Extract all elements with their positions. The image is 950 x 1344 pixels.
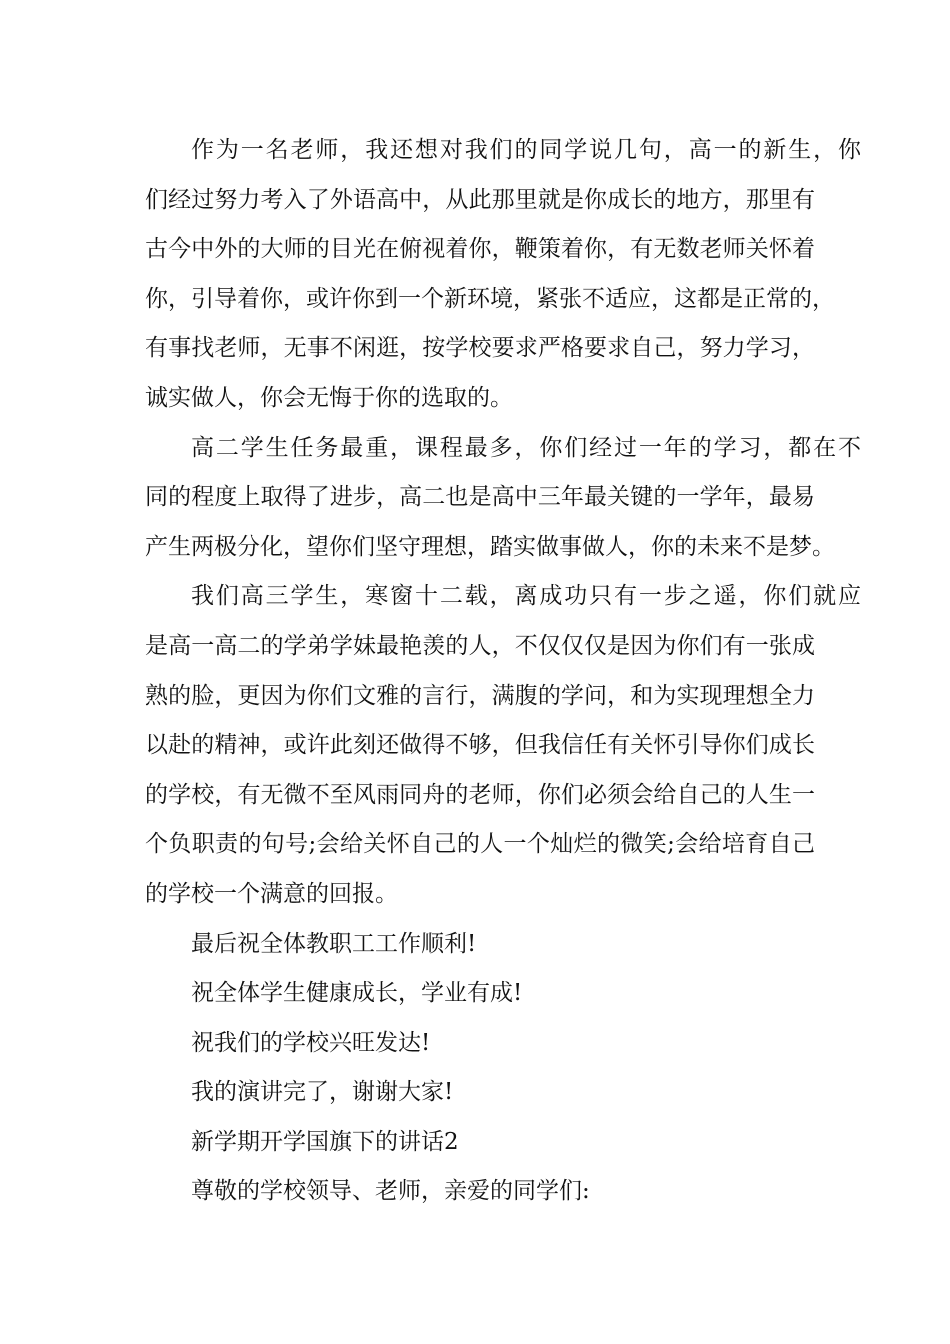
paragraph-line: 高二学生任务最重，课程最多，你们经过一年的学习，都在不 (191, 434, 861, 461)
paragraph-line: 同的程度上取得了进步，高二也是高中三年最关键的一学年，最易 (145, 484, 815, 511)
section-title: 新学期开学国旗下的讲话2 (191, 1128, 459, 1155)
paragraph-line: 的学校一个满意的回报。 (145, 880, 398, 907)
paragraph-line: 们经过努力考入了外语高中，从此那里就是你成长的地方，那里有 (145, 186, 815, 213)
paragraph-line: 以赴的精神，或许此刻还做得不够，但我信任有关怀引导你们成长 (145, 732, 815, 759)
paragraph-line: 诚实做人，你会无悔于你的选取的。 (145, 384, 513, 411)
paragraph-grade-three (145, 572, 861, 919)
paragraph-grade-two (145, 424, 861, 573)
paragraph-line: 的学校，有无微不至风雨同舟的老师，你们必须会给自己的人生一 (145, 781, 815, 808)
paragraph-line: 你，引导着你，或许你到一个新环境，紧张不适应，这都是正常的， (145, 285, 835, 312)
paragraph-teacher-advice (145, 126, 861, 424)
paragraph-line: 古今中外的大师的目光在俯视着你，鞭策着你，有无数老师关怀着 (145, 236, 815, 263)
closing-thanks: 我的演讲完了，谢谢大家! (191, 1079, 454, 1106)
paragraph-line: 有事找老师，无事不闲逛，按学校要求严格要求自己，努力学习， (145, 335, 815, 362)
closing-wish-school: 祝我们的学校兴旺发达! (191, 1029, 431, 1056)
paragraph-line: 熟的脸，更因为你们文雅的言行，满腹的学问，和为实现理想全力 (145, 682, 815, 709)
closing-wish-staff: 最后祝全体教职工工作顺利! (191, 930, 477, 957)
paragraph-line: 产生两极分化，望你们坚守理想，踏实做事做人，你的未来不是梦。 (145, 533, 835, 560)
closing-wish-students: 祝全体学生健康成长，学业有成! (191, 980, 523, 1007)
paragraph-line: 我们高三学生，寒窗十二载，离成功只有一步之遥，你们就应 (191, 583, 861, 610)
salutation: 尊敬的学校领导、老师，亲爱的同学们: (191, 1178, 590, 1205)
paragraph-line: 作为一名老师，我还想对我们的同学说几句，高一的新生，你 (191, 137, 861, 163)
paragraph-line: 是高一高二的学弟学妹最艳羡的人，不仅仅仅是因为你们有一张成 (145, 632, 815, 659)
speech-text (145, 126, 861, 1217)
paragraph-line: 个负职责的句号;会给关怀自己的人一个灿烂的微笑;会给培育自己 (145, 831, 815, 858)
